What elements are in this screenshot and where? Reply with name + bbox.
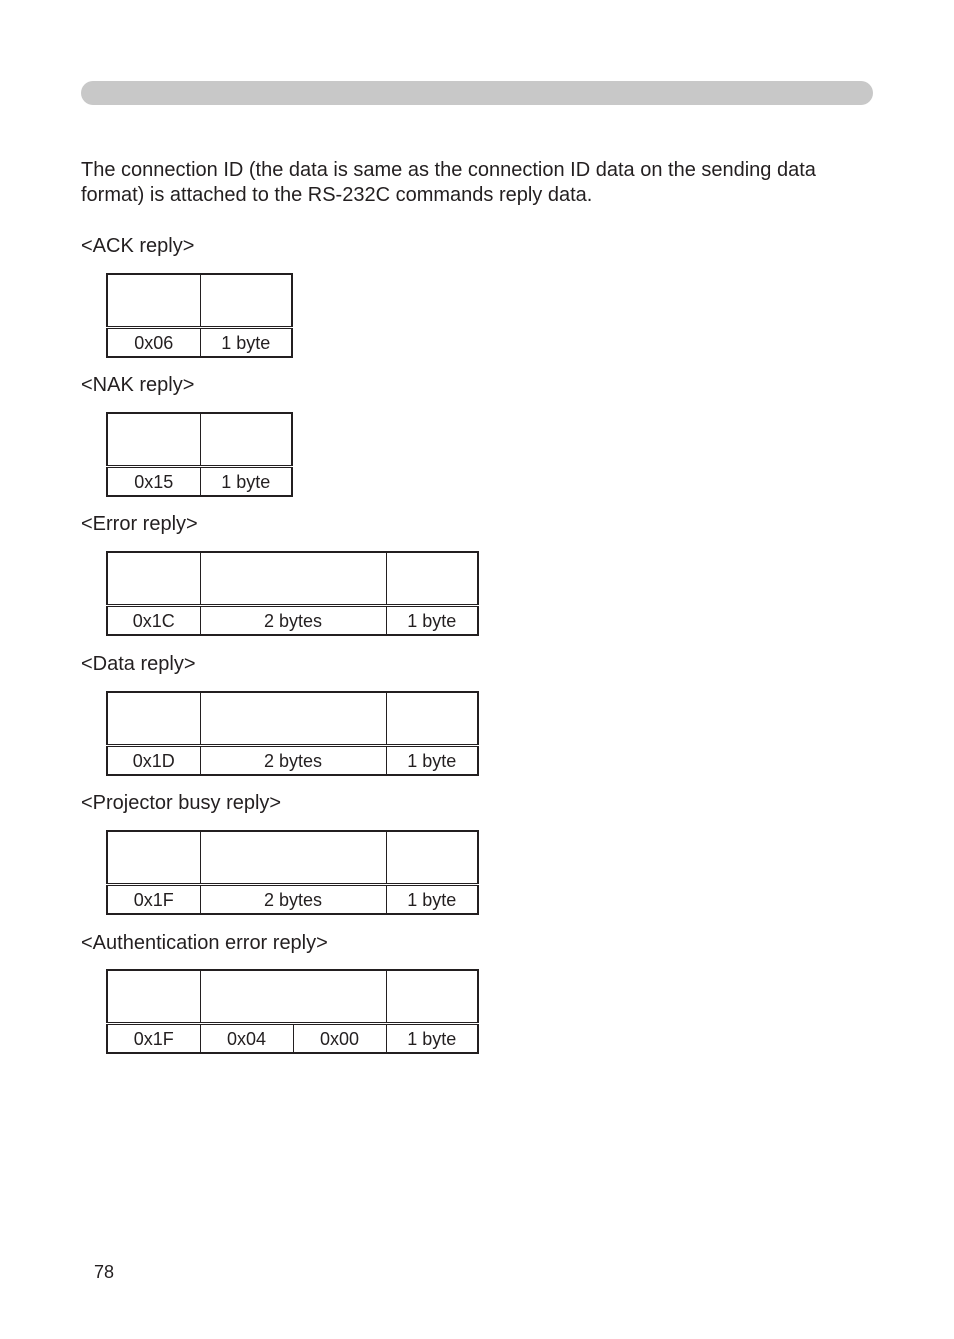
page-number: 78 bbox=[94, 1262, 115, 1282]
nak-code-cell: 0x15 bbox=[107, 467, 200, 497]
auth-code-cell: 0x1F bbox=[107, 1024, 200, 1054]
busy-code-cell: 0x1F bbox=[107, 885, 200, 915]
auth-id-cell: 1 byte bbox=[386, 1024, 478, 1054]
busy-data-cell: 2 bytes bbox=[200, 885, 386, 915]
auth-error-reply-table bbox=[106, 969, 479, 1054]
intro-paragraph: The connection ID (the data is same as the connection ID data on the sending data format) is attached to the RS-232C commands reply data. bbox=[81, 159, 816, 206]
error-reply-table bbox=[106, 551, 479, 636]
auth-data-high-cell: 0x00 bbox=[293, 1024, 386, 1054]
data-id-cell: 1 byte bbox=[386, 746, 478, 776]
auth-data-low-cell: 0x04 bbox=[200, 1024, 293, 1054]
ack-reply-label: <ACK reply> bbox=[81, 235, 195, 257]
ack-code-cell: 0x06 bbox=[107, 328, 200, 358]
error-reply-label: <Error reply> bbox=[81, 513, 198, 535]
section-header-bar bbox=[81, 81, 873, 105]
nak-reply-table bbox=[106, 412, 293, 497]
error-id-cell: 1 byte bbox=[386, 606, 478, 636]
data-code-cell: 0x1D bbox=[107, 746, 200, 776]
auth-error-reply-label: <Authentication error reply> bbox=[81, 932, 328, 954]
ack-reply-table bbox=[106, 273, 293, 358]
busy-reply-label: <Projector busy reply> bbox=[81, 792, 282, 814]
data-reply-label: <Data reply> bbox=[81, 653, 196, 675]
nak-id-cell: 1 byte bbox=[200, 467, 292, 497]
data-reply-table bbox=[106, 691, 479, 776]
busy-reply-table bbox=[106, 830, 479, 915]
error-data-cell: 2 bytes bbox=[200, 606, 386, 636]
ack-id-cell: 1 byte bbox=[200, 328, 292, 358]
busy-id-cell: 1 byte bbox=[386, 885, 478, 915]
nak-reply-label: <NAK reply> bbox=[81, 374, 195, 396]
data-data-cell: 2 bytes bbox=[200, 746, 386, 776]
error-code-cell: 0x1C bbox=[107, 606, 200, 636]
